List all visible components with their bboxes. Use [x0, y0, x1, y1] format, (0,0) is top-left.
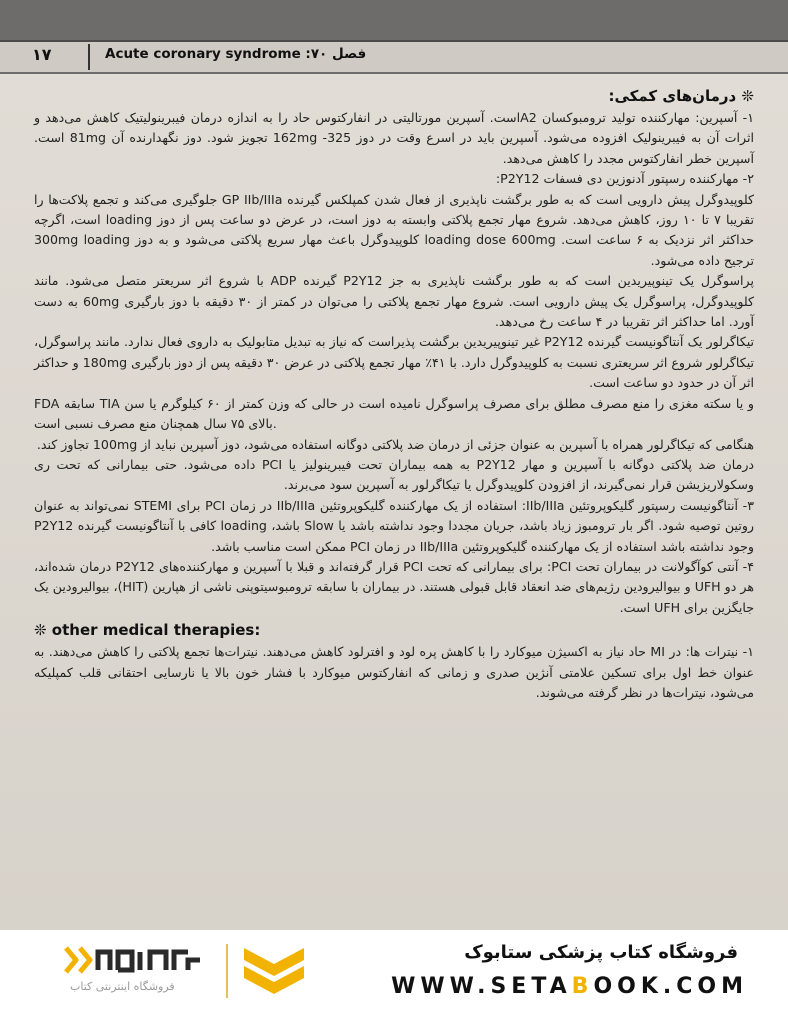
paragraph-prasugrel: پراسوگرل یک تینوپیریدین است که به طور برگشت ناپذیری به جز P2Y12 گیرنده ADP با شروع اثر سریعتر متصل می‌شود. مانند کلوپیدوگرل، پراسوگرل یک پیش دارویی است. شروع مهار تجمع پلاکتی را می‌توان در کمتر از ۳۰ دقیقه با دوز بارگیری 60mg به دست آورد. اما حداکثر اثر تقریبا در ۴ ساعت رخ می‌دهد. — [34, 273, 754, 330]
chapter-title: Acute coronary syndrome :۷۰ فصل — [105, 46, 367, 62]
page-body — [34, 84, 754, 703]
page-number: ۱۷ — [32, 45, 52, 64]
shop-url[interactable] — [391, 974, 748, 999]
paragraph-anticoagulant: ۴- آنتی کوآگولانت در بیماران تحت PCI: برای بیمارانی که تحت PCI قرار گرفته‌اند و قبلا با آسپرین و مهارکننده‌های P2Y12 درمان شده‌اند، هر دو UFH و بیوالیرودین رژیم‌های ضد انعقاد قابل قبولی هستند. در بیماران با سابقه ترومبوسیتوپنی ناشی از هپارین (HIT)، بیوالیرودین یک جایگزین برای UFH است. — [34, 558, 754, 615]
paragraph-aspirin: ۱- آسپرین: مهارکننده تولید ترومبوکسان A2است. آسپرین مورتالیتی در انفارکتوس حاد را به اندازه درمان فیبرینولیتیک کاهش می‌دهد و اثرات آن به فیبرینولیک افزوده می‌شود. آسپرین باید در اسرع وقت در دوز 162mg -325 تجویز شود. دوز نگهدارنده آن 81mg است. آسپرین خطر انفارکتوس مجدد را کاهش می‌دهد. — [34, 110, 754, 166]
paragraph-p2y12-title: ۲- مهارکننده رسپتور آدنوزین دی فسفات P2Y12: — [495, 171, 754, 187]
logo-divider — [226, 944, 228, 998]
paragraph-ticagrelor-aspirin: هنگامی که تیکاگرلور همراه با آسپرین به عنوان جزئی از درمان ضد پلاکتی دوگانه استفاده می‌شود، دوز آسپرین نباید از 100mg تجاوز کند. — [36, 436, 754, 452]
url-accent: B — [571, 974, 594, 999]
paragraph-nitrates: ۱- نیترات ها: در MI حاد نیاز به اکسیژن میوکارد را با کاهش پره لود و افترلود کاهش می‌دهند. نیترات‌ها تجمع پلاکتی را کاهش می‌دهند. به عنوان خط اول برای تسکین علامتی آنژین صدری و زمانی که انفارکتوس میوکارد با فشار خون بالا یا نارسایی احتقانی قلب کمپلیکه می‌شود، نیترات‌ها در نظر گرفته می‌شوند. — [34, 644, 754, 700]
setabook-logo-icon — [58, 940, 218, 980]
paragraph-ticagrelor: تیکاگرلور یک آنتاگونیست گیرنده P2Y12 غیر تینوپیریدین برگشت پذیراست که نیاز به تبدیل متابولیک به داروی فعال ندارد. مانند پراسوگرل، تیکاگرلور شروع اثر سریعتری نسبت به کلوپیدوگرل دارد. با ۴۱٪ مهار تجمع پلاکتی در عرض ۳۰ دقیقه پس از دوز بارگیری 180mg و حداکثر اثر آن در حدود دو ساعت است. — [34, 334, 754, 391]
paragraph-gp-iib-iiia: ۳- آنتاگونیست رسپتور گلیکوپروتئین IIb/IIIa: استفاده از یک مهارکننده گلیکوپروتئین IIb/IIIa در زمان PCI برای STEMI نمی‌تواند به عنوان روتین توصیه شود. اگر بار ترومبوز زیاد باشد، جریان مجددا وجود نداشته باشد یا Slow باشد، loading کافی با آنتاگونیست گیرنده P2Y12 وجود نداشته باشد استفاده از یک مهارکننده گلیکوپروتئین IIb/IIIa در زمان PCI ممکن است مناسب باشد. — [34, 497, 754, 554]
url-suffix: OOK.COM — [593, 974, 748, 999]
paragraph-fda: FDA سابقه TIA و یا سکته مغزی را منع مصرف مطلق برای مصرف پراسوگرل نامیده است در حالی که وزن کمتر از ۶۰ کیلوگرم یا سن بالای ۷۵ سال همچنان منع مصرف نسبی است. — [34, 395, 754, 432]
shop-name: فروشگاه کتاب پزشکی ستابوک — [464, 942, 738, 963]
paragraph-dual-antiplatelet: درمان ضد پلاکتی دوگانه با آسپرین و مهار P2Y12 به همه بیماران تحت فیبرینولیز یا PCI داده می‌شود. حتی بیمارانی که تحت ری وسکولاریزیشن قرار نمی‌گیرند، از افزودن کلوپیدوگرل یا تیکاگرلور به آسپرین سود می‌برند. — [34, 456, 755, 493]
footer-banner — [0, 930, 788, 1012]
header-strip — [0, 40, 788, 72]
book-chevron-icon — [240, 942, 308, 1000]
logo-tagline: فروشگاه اینترنتی کتاب — [70, 980, 175, 993]
section-heading-other-therapies: ❊ other medical therapies: — [34, 621, 261, 640]
url-prefix: WWW.SETA — [391, 974, 572, 999]
header-divider — [88, 44, 90, 70]
section-heading-adjunct-therapies: ❊ درمان‌های کمکی: — [608, 87, 754, 105]
page-header — [0, 0, 788, 74]
paragraph-clopidogrel: کلوپیدوگرل پیش دارویی است که به طور برگشت ناپذیری از فعال شدن کمپلکس گیرنده GP IIb/IIIa جلوگیری می‌کند و تجمع پلاکت‌ها را تقریبا ۷ تا ۱۰ روز، کاهش می‌دهد. شروع مهار تجمع پلاکتی وابسته به دوز است، در عرض دو ساعت پس از دوز loading است، اگرچه حداکثر اثر نزدیک به ۶ ساعت است. loading dose 600mg کلوپیدوگرل باعث مهار سریع پلاکتی می‌شود و به دوز 300mg loading ترجیح داده می‌شود. — [34, 191, 755, 268]
